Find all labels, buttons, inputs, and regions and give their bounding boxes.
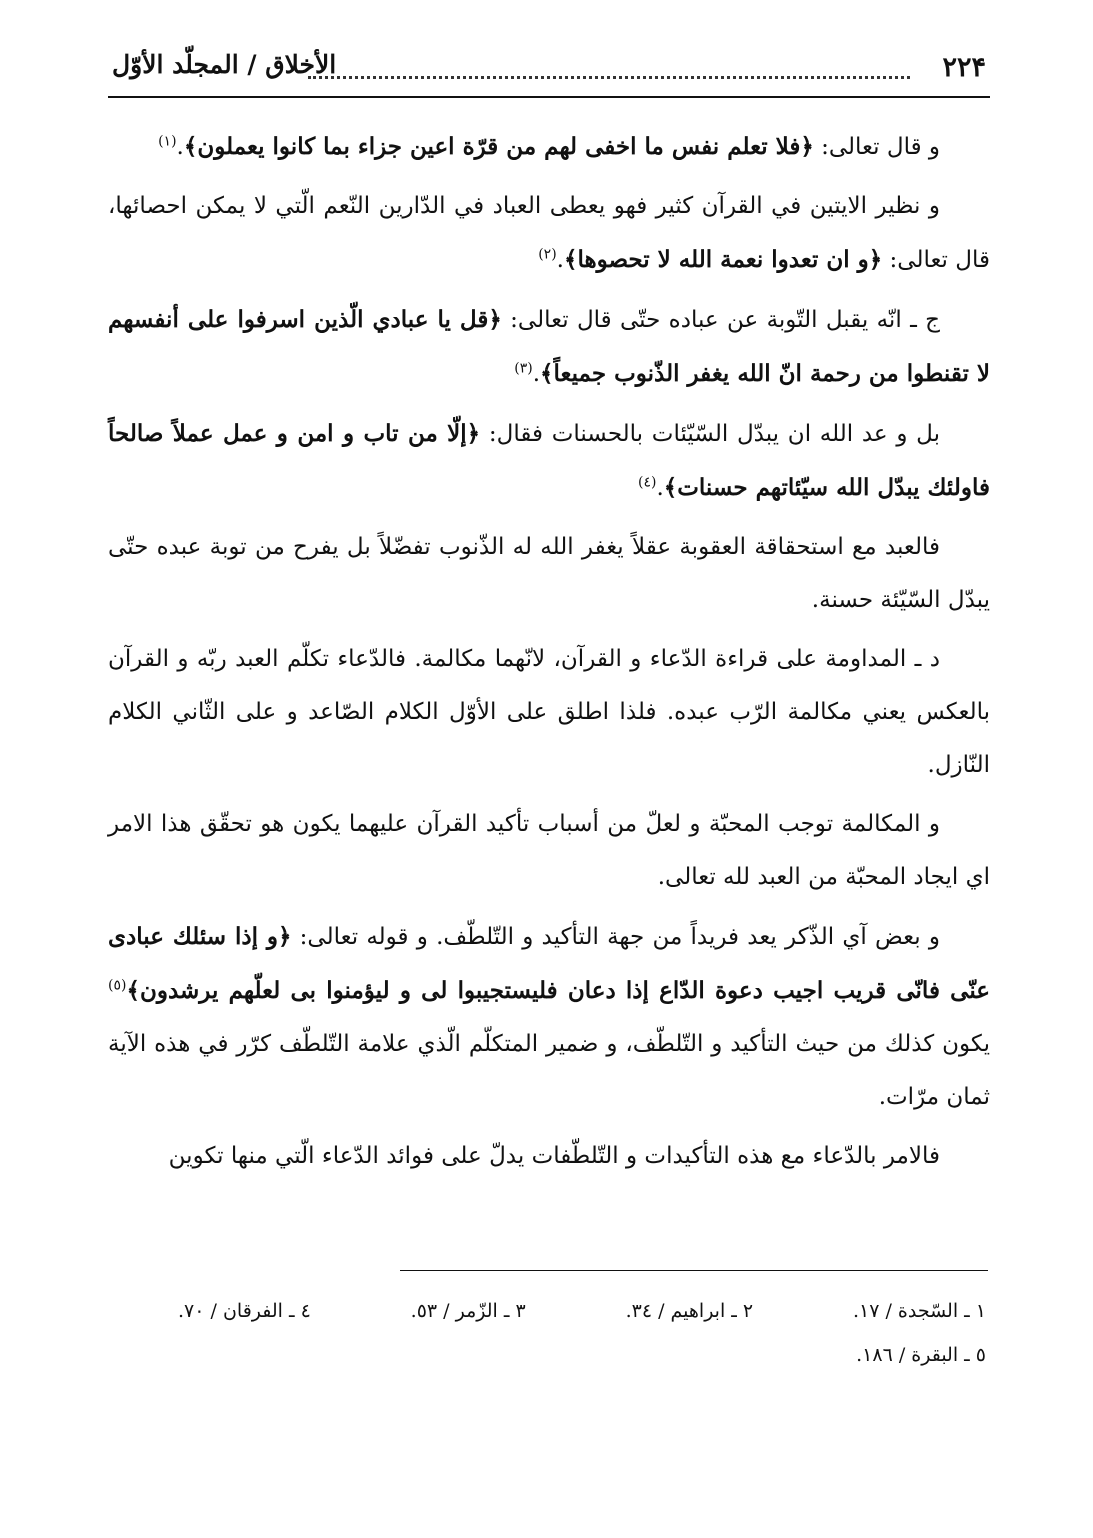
text-run: . <box>556 247 564 273</box>
footnote-1: ١ ـ السّجدة / ١٧. <box>852 1300 986 1322</box>
page-header <box>108 48 990 98</box>
quran-verse: ﴿قل يا عبادي الّذين اسرفوا على أنفسهم لا تقنطوا من رحمة انّ الله يغفر الذّنوب جميعاً﴾ <box>108 306 990 387</box>
text-run: . <box>532 361 541 387</box>
text-run: فالامر بالدّعاء مع هذه التأكيدات و التّلطّفات يدلّ على فوائد الدّعاء الّتي منها تكوين <box>168 1143 940 1169</box>
footnote-marker: (٢) <box>538 246 557 263</box>
text-run: . <box>656 475 664 501</box>
footnote-2: ٢ ـ ابراهيم / ٣٤. <box>625 1300 754 1322</box>
paragraph <box>108 180 990 287</box>
footnote-row <box>108 1344 990 1366</box>
footnote-3: ٣ ـ الزّمر / ٥٣. <box>410 1300 526 1322</box>
header-leader-dots <box>308 62 910 79</box>
footnote-4: ٤ ـ الفرقان / ٧٠. <box>178 1300 311 1322</box>
footnote-marker: (٥) <box>108 977 127 994</box>
main-text <box>108 120 990 1189</box>
text-run: فالعبد مع استحقاقة العقوبة عقلاً يغفر الله له الذّنوب تفضّلاً بل يفرح من توبة عبده حتّى يبدّل السّيّئة حسنة. <box>108 534 990 613</box>
footnote-5: ٥ ـ البقرة / ١٨٦. <box>856 1344 986 1366</box>
text-run: . <box>176 134 184 160</box>
page-number: ٢٢۴ <box>942 52 986 83</box>
footnotes <box>108 1300 990 1388</box>
text-run: ج ـ انّه يقبل التّوبة عن عباده حتّى قال تعالى: <box>501 307 940 333</box>
text-run: يكون كذلك من حيث التأكيد و التّلطّف، و ضمير المتكلّم الّذي علامة التّلطّف كرّر في هذه الآية ثمان مرّات. <box>108 1031 990 1110</box>
text-run: بل و عد الله ان يبدّل السّيّئات بالحسنات فقال: <box>480 421 940 447</box>
paragraph <box>108 120 990 174</box>
paragraph <box>108 521 990 627</box>
paragraph <box>108 407 990 515</box>
footnote-row <box>108 1300 990 1322</box>
footnote-marker: (١) <box>158 133 177 150</box>
paragraph <box>108 910 990 1124</box>
footnote-separator <box>400 1270 988 1271</box>
text-run: و نظير الايتين في القرآن كثير فهو يعطى العباد في الدّارين النّعم الّتي لا يمكن احصائها، قال تعالى: <box>108 193 990 273</box>
quran-verse: ﴿إلّا من تاب و امن و عمل عملاً صالحاً فاولئك يبدّل الله سيّئاتهم حسنات﴾ <box>108 420 990 501</box>
running-title: الأخلاق / المجلّد الأوّل <box>112 50 337 79</box>
footnote-marker: (٣) <box>514 360 533 377</box>
paragraph <box>108 633 990 792</box>
text-run: د ـ المداومة على قراءة الدّعاء و القرآن، لانّهما مكالمة. فالدّعاء تكلّم العبد ربّه و القرآن بالعكس يعني مكالمة الرّب عبده. فلذا اطلق على الأوّل الكلام الصّاعد و على الثّاني الكلام النّازل. <box>108 646 990 778</box>
text-run: و المكالمة توجب المحبّة و لعلّ من أسباب تأكيد القرآن عليهما يكون هو تحقّق هذا الامر اي ايجاد المحبّة من العبد لله تعالى. <box>108 811 990 890</box>
footnote-marker: (٤) <box>637 474 657 491</box>
quran-verse: ﴿فلا تعلم نفس ما اخفى لهم من قرّة اعين جزاء بما كانوا يعملون﴾ <box>183 133 814 160</box>
quran-verse: ﴿و ان تعدوا نعمة الله لا تحصوها﴾ <box>563 246 883 273</box>
quran-verse: ﴿و إذا سئلك عبادى عنّى فانّى قريب اجيب دعوة الدّاع إذا دعان فليستجيبوا لى و ليؤمنوا بى لعلّهم يرشدون﴾ <box>108 923 990 1004</box>
paragraph <box>108 1130 990 1183</box>
text-run: و بعض آي الذّكر يعد فريداً من جهة التأكيد و التّلطّف. و قوله تعالى: <box>291 924 940 950</box>
paragraph <box>108 798 990 904</box>
text-run: و قال تعالى: <box>813 134 940 160</box>
paragraph <box>108 293 990 401</box>
